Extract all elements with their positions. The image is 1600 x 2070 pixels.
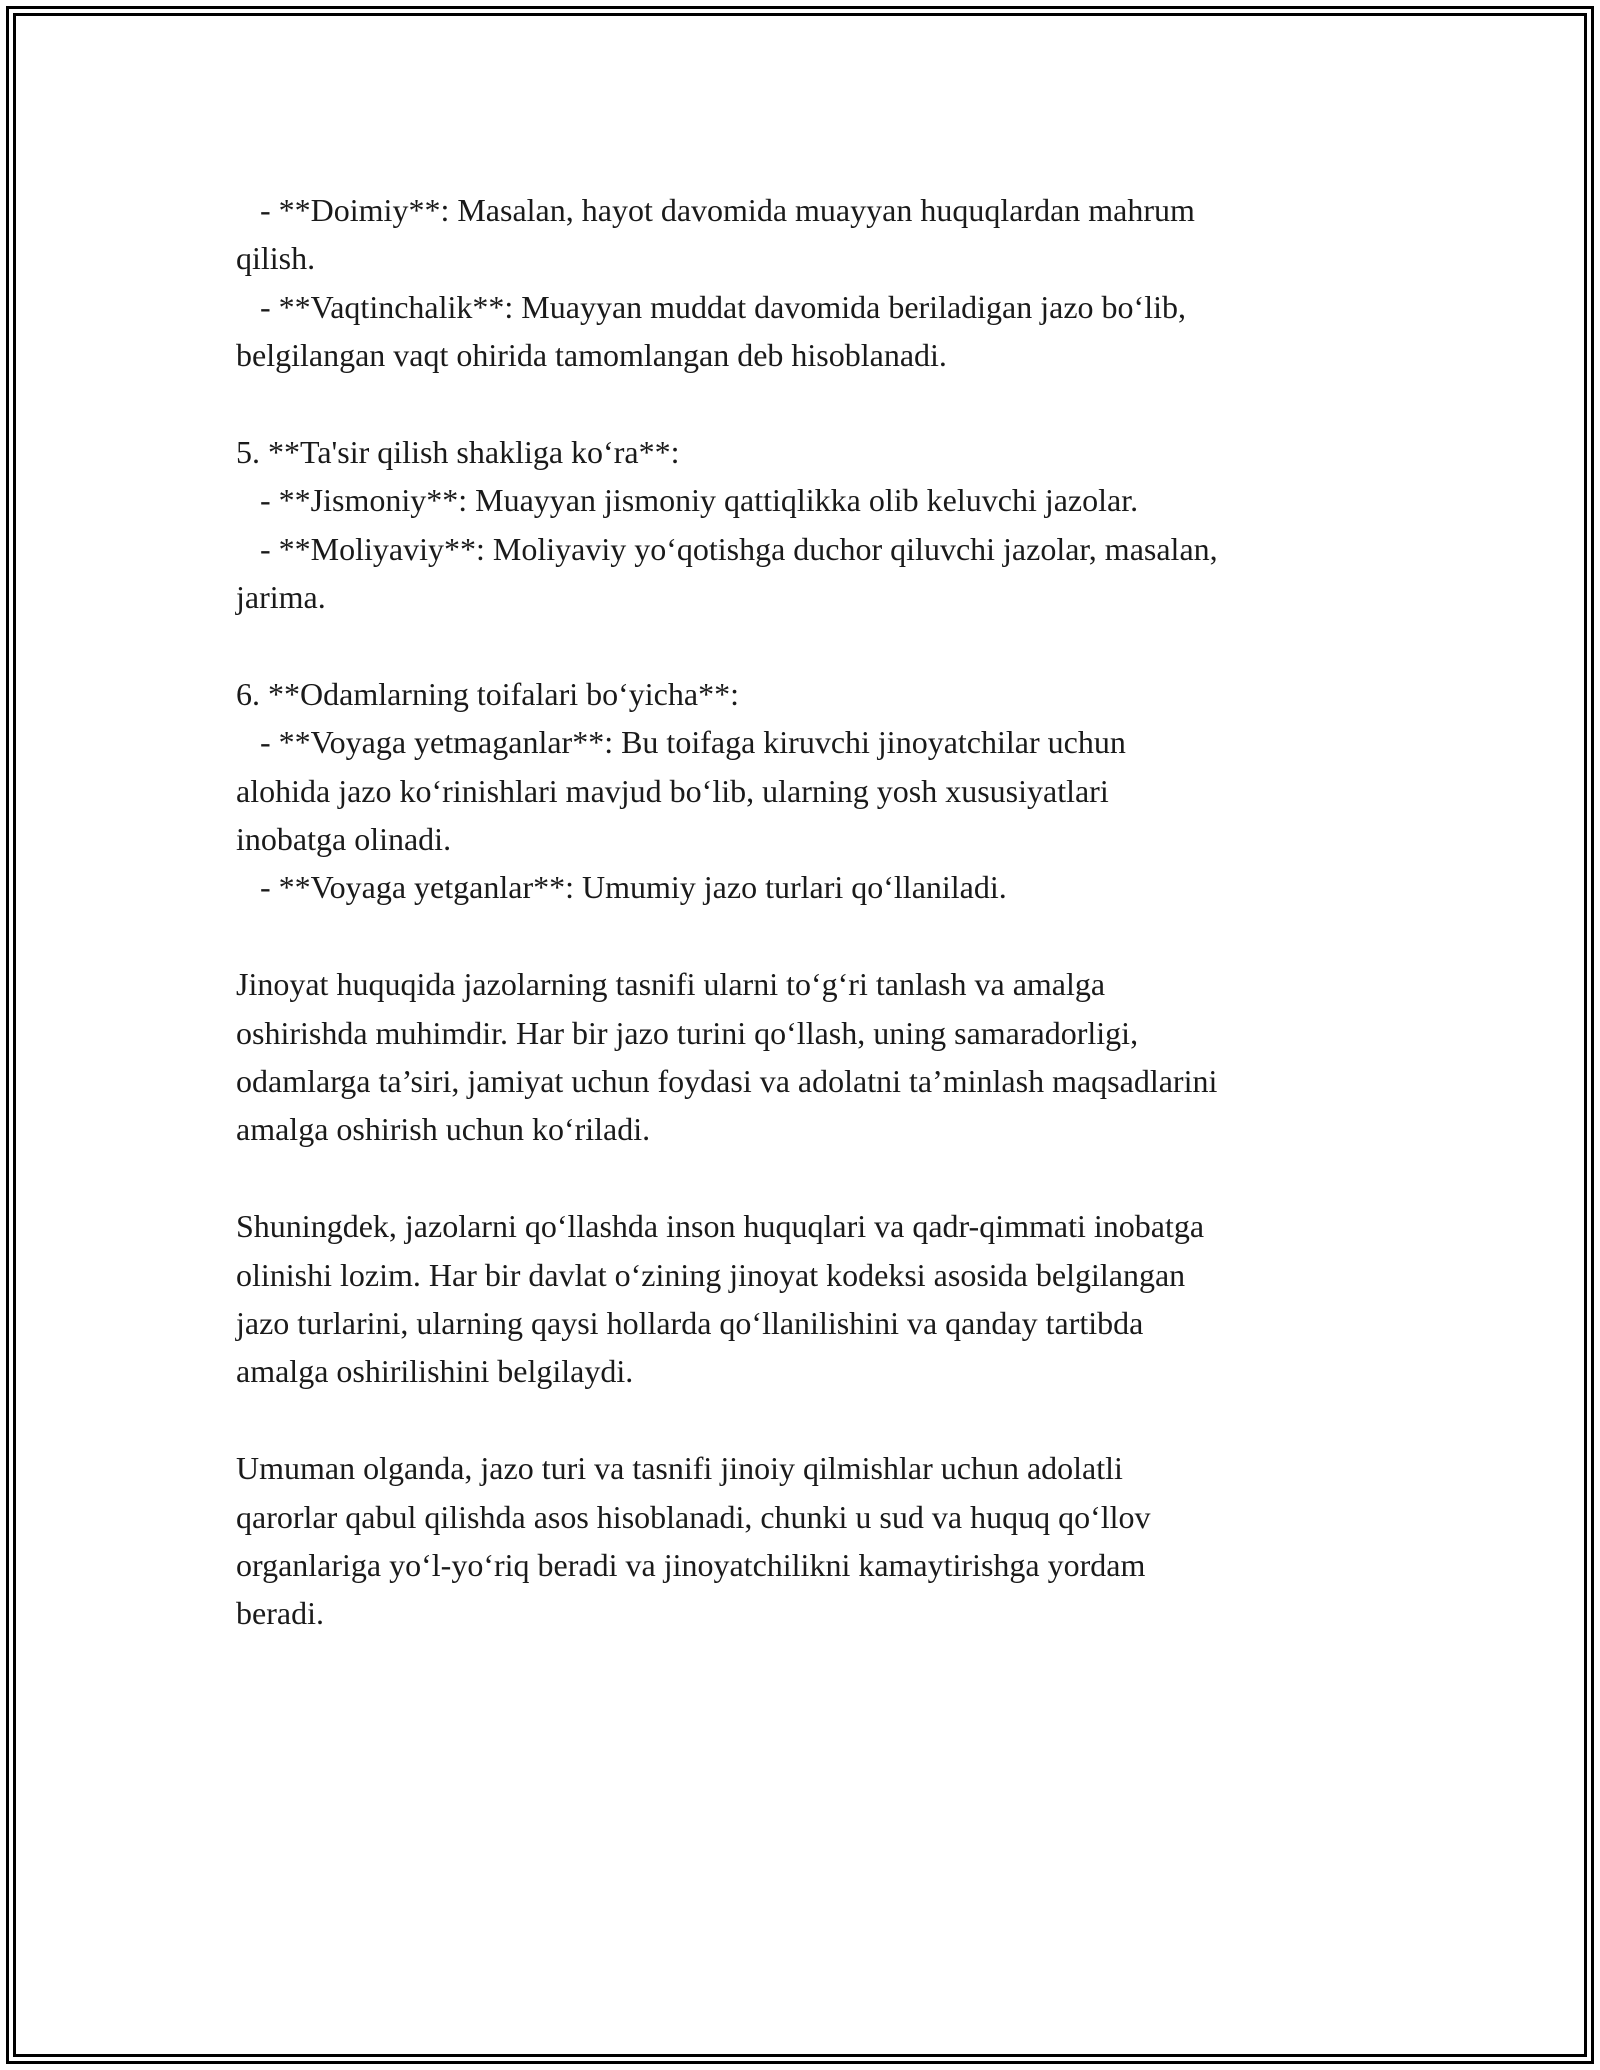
text-line: - **Jismoniy**: Muayyan jismoniy qattiqlikka olib keluvchi jazolar. <box>236 482 1139 519</box>
text-line: odamlarga ta’siri, jamiyat uchun foydasi va adolatni ta’minlash maqsadlarini <box>236 1063 1218 1100</box>
text-line: - **Voyaga yetmaganlar**: Bu toifaga kiruvchi jinoyatchilar uchun <box>236 724 1126 761</box>
text-line: - **Moliyaviy**: Moliyaviy yo‘qotishga duchor qiluvchi jazolar, masalan, <box>236 530 1218 567</box>
text-line: 6. **Odamlarning toifalari bo‘yicha**: <box>236 675 739 712</box>
text-line: alohida jazo ko‘rinishlari mavjud bo‘lib, ularning yosh xususiyatlari <box>236 772 1109 809</box>
paragraph <box>236 1202 1386 1396</box>
text-line: organlariga yo‘l-yo‘riq beradi va jinoyatchilikni kamaytirishga yordam <box>236 1546 1146 1583</box>
text-line: beradi. <box>236 1595 324 1632</box>
paragraph <box>236 670 1386 912</box>
document-body <box>236 186 1386 1638</box>
text-line: amalga oshirish uchun ko‘riladi. <box>236 1111 651 1148</box>
text-line: belgilangan vaqt ohirida tamomlangan deb hisoblanadi. <box>236 337 947 374</box>
paragraph <box>236 1444 1386 1638</box>
text-line: jarima. <box>236 579 326 616</box>
text-line: jazo turlarini, ularning qaysi hollarda qo‘llanilishini va qanday tartibda <box>236 1304 1144 1341</box>
text-line: Shuningdek, jazolarni qo‘llashda inson huquqlari va qadr-qimmati inobatga <box>236 1208 1205 1245</box>
text-line: qarorlar qabul qilishda asos hisoblanadi, chunki u sud va huquq qo‘llov <box>236 1498 1151 1535</box>
paragraph-spacer <box>236 912 1386 960</box>
paragraph-spacer <box>236 1154 1386 1202</box>
paragraph-spacer <box>236 380 1386 428</box>
paragraph-spacer <box>236 622 1386 670</box>
text-line: - **Vaqtinchalik**: Muayyan muddat davomida beriladigan jazo bo‘lib, <box>236 288 1186 325</box>
paragraph <box>236 428 1386 622</box>
text-line: Umuman olganda, jazo turi va tasnifi jinoiy qilmishlar uchun adolatli <box>236 1450 1123 1487</box>
text-line: qilish. <box>236 240 316 277</box>
paragraph <box>236 960 1386 1154</box>
text-line: 5. **Ta'sir qilish shakliga ko‘ra**: <box>236 433 680 470</box>
paragraph-spacer <box>236 1396 1386 1444</box>
text-line: Jinoyat huquqida jazolarning tasnifi ularni to‘g‘ri tanlash va amalga <box>236 966 1106 1003</box>
text-line: - **Doimiy**: Masalan, hayot davomida muayyan huquqlardan mahrum <box>236 192 1195 228</box>
text-line: oshirishda muhimdir. Har bir jazo turini qo‘llash, uning samaradorligi, <box>236 1014 1139 1051</box>
text-line: - **Voyaga yetganlar**: Umumiy jazo turlari qo‘llaniladi. <box>236 869 1007 906</box>
text-line: amalga oshirilishini belgilaydi. <box>236 1353 634 1390</box>
text-line: inobatga olinadi. <box>236 821 452 858</box>
paragraph <box>236 186 1386 380</box>
text-line: olinishi lozim. Har bir davlat o‘zining jinoyat kodeksi asosida belgilangan <box>236 1256 1186 1293</box>
